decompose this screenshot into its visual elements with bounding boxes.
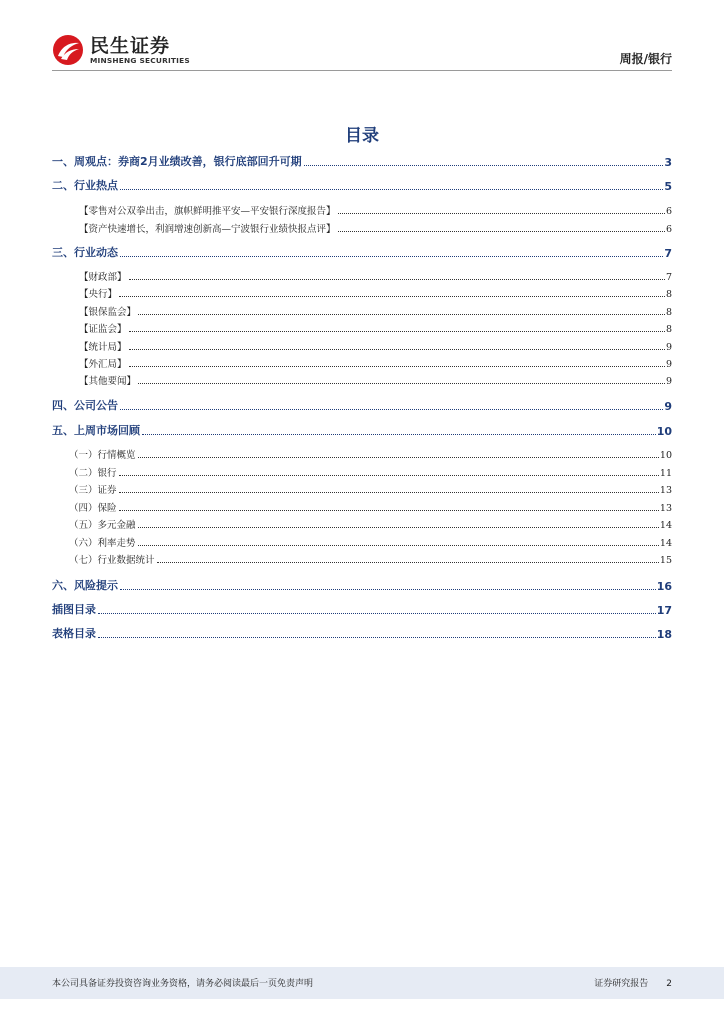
- toc-entry[interactable]: [52, 466, 672, 479]
- toc-entry[interactable]: [52, 357, 672, 370]
- toc-entry-page: 10: [659, 450, 672, 461]
- toc-entry-page: 8: [665, 289, 672, 300]
- toc-entry-label: （二）银行: [69, 468, 117, 479]
- toc-entry-label: （一）行情概览: [69, 450, 136, 461]
- toc-entry-label: 【统计局】: [79, 342, 127, 353]
- toc-entry-page: 14: [659, 538, 672, 549]
- toc-entry[interactable]: [52, 578, 672, 593]
- toc-entry-label: 【证监会】: [79, 324, 127, 335]
- toc-entry[interactable]: [52, 154, 672, 169]
- toc-entry-label: 六、风险提示: [52, 579, 118, 592]
- toc-leader: [119, 295, 665, 297]
- toc-leader: [138, 313, 665, 315]
- toc-leader: [138, 544, 659, 546]
- toc-entry[interactable]: [52, 245, 672, 260]
- toc-entry-page: 15: [659, 555, 672, 566]
- footer-disclaimer: 本公司具备证券投资咨询业务资格，请务必阅读最后一页免责声明: [52, 979, 314, 989]
- toc-entry-page: 5: [664, 180, 672, 193]
- toc-entry-label: 【财政部】: [79, 272, 127, 283]
- toc-entry-label: 【资产快速增长，利润增速创新高—宁波银行业绩快报点评】: [79, 224, 336, 235]
- logo-en-text: MINSHENG SECURITIES: [90, 56, 190, 65]
- toc-entry-page: 17: [656, 604, 672, 617]
- toc-entry-page: 6: [665, 224, 672, 235]
- toc-leader: [142, 433, 656, 435]
- toc-entry-page: 9: [665, 359, 672, 370]
- toc-entry[interactable]: [52, 518, 672, 531]
- toc-leader: [120, 255, 663, 257]
- toc-leader: [138, 382, 665, 384]
- toc-entry-label: （六）利率走势: [69, 538, 136, 549]
- toc-leader: [129, 348, 665, 350]
- toc-entry-label: 五、上周市场回顾: [52, 424, 140, 437]
- toc-leader: [138, 456, 659, 458]
- toc-leader: [120, 588, 656, 590]
- toc-leader: [138, 526, 659, 528]
- page-footer: [0, 967, 724, 999]
- toc-entry-page: 7: [665, 272, 672, 283]
- toc-entry[interactable]: [52, 483, 672, 496]
- toc-entry[interactable]: [52, 602, 672, 617]
- toc-entry-page: 10: [656, 425, 672, 438]
- toc-entry-page: 8: [665, 307, 672, 318]
- toc-leader: [119, 474, 659, 476]
- toc-leader: [129, 278, 665, 280]
- toc-leader: [119, 509, 659, 511]
- toc-entry[interactable]: [52, 553, 672, 566]
- report-type: 周报/银行: [619, 52, 672, 66]
- footer-report-label: 证券研究报告: [594, 979, 649, 989]
- toc-entry[interactable]: [52, 626, 672, 641]
- toc-entry[interactable]: [52, 204, 672, 217]
- toc-entry-label: 一、周观点：券商2月业绩改善，银行底部回升可期: [52, 155, 302, 168]
- minsheng-logo-icon: [52, 34, 84, 66]
- footer-meta: [576, 976, 672, 989]
- toc-entry-page: 18: [656, 628, 672, 641]
- toc-leader: [338, 212, 665, 214]
- toc-leader: [98, 636, 656, 638]
- toc-entry-label: （五）多元金融: [69, 520, 136, 531]
- toc-entry[interactable]: [52, 448, 672, 461]
- toc-leader: [120, 408, 663, 410]
- page-number: 2: [666, 979, 672, 989]
- toc-leader: [157, 561, 659, 563]
- toc-entry-label: 【外汇局】: [79, 359, 127, 370]
- toc-entry-page: 6: [665, 206, 672, 217]
- toc-entry-label: 【其他要闻】: [79, 376, 137, 387]
- toc-leader: [120, 188, 663, 190]
- toc-leader: [304, 164, 664, 166]
- toc-entry[interactable]: [52, 287, 672, 300]
- toc-entry-page: 9: [665, 376, 672, 387]
- toc-entry-label: 表格目录: [52, 627, 96, 640]
- toc-entry-page: 9: [665, 342, 672, 353]
- toc-entry[interactable]: [52, 222, 672, 235]
- toc-entry-page: 7: [664, 247, 672, 260]
- toc-entry-page: 14: [659, 520, 672, 531]
- toc-entry[interactable]: [52, 322, 672, 335]
- toc-entry-label: 【银保监会】: [79, 307, 137, 318]
- toc-entry[interactable]: [52, 178, 672, 193]
- toc-entry-label: （七）行业数据统计: [69, 555, 155, 566]
- toc-entry[interactable]: [52, 340, 672, 353]
- toc-leader: [129, 330, 665, 332]
- toc-entry-label: 二、行业热点: [52, 179, 118, 192]
- toc-entry-label: 四、公司公告: [52, 399, 118, 412]
- toc-entry[interactable]: [52, 305, 672, 318]
- toc-entry-label: 插图目录: [52, 603, 96, 616]
- toc-entry-label: （四）保险: [69, 503, 117, 514]
- toc-entry[interactable]: [52, 423, 672, 438]
- toc-entry[interactable]: [52, 270, 672, 283]
- toc-entry-page: 3: [664, 156, 672, 169]
- toc-entry[interactable]: [52, 501, 672, 514]
- toc-entry-page: 9: [664, 400, 672, 413]
- header-divider: [52, 70, 672, 71]
- toc-entry[interactable]: [52, 374, 672, 387]
- toc-entry-page: 8: [665, 324, 672, 335]
- logo-cn-text: 民生证券: [90, 35, 171, 57]
- toc-entry-label: 【零售对公双拳出击，旗帜鲜明推平安—平安银行深度报告】: [79, 206, 336, 217]
- toc-title: 目录: [345, 126, 379, 146]
- toc-leader: [98, 612, 656, 614]
- toc-entry-label: 【央行】: [79, 289, 118, 300]
- toc-entry-page: 11: [659, 468, 672, 479]
- toc-entry-page: 13: [659, 485, 672, 496]
- toc-entry-label: （三）证券: [69, 485, 117, 496]
- toc-entry-page: 16: [656, 580, 672, 593]
- toc-leader: [129, 365, 665, 367]
- toc-entry[interactable]: [52, 398, 672, 413]
- toc-leader: [119, 491, 659, 493]
- toc-entry-page: 13: [659, 503, 672, 514]
- page-header: [52, 28, 672, 70]
- toc-entry[interactable]: [52, 536, 672, 549]
- toc-entry-label: 三、行业动态: [52, 246, 118, 259]
- toc-leader: [338, 230, 665, 232]
